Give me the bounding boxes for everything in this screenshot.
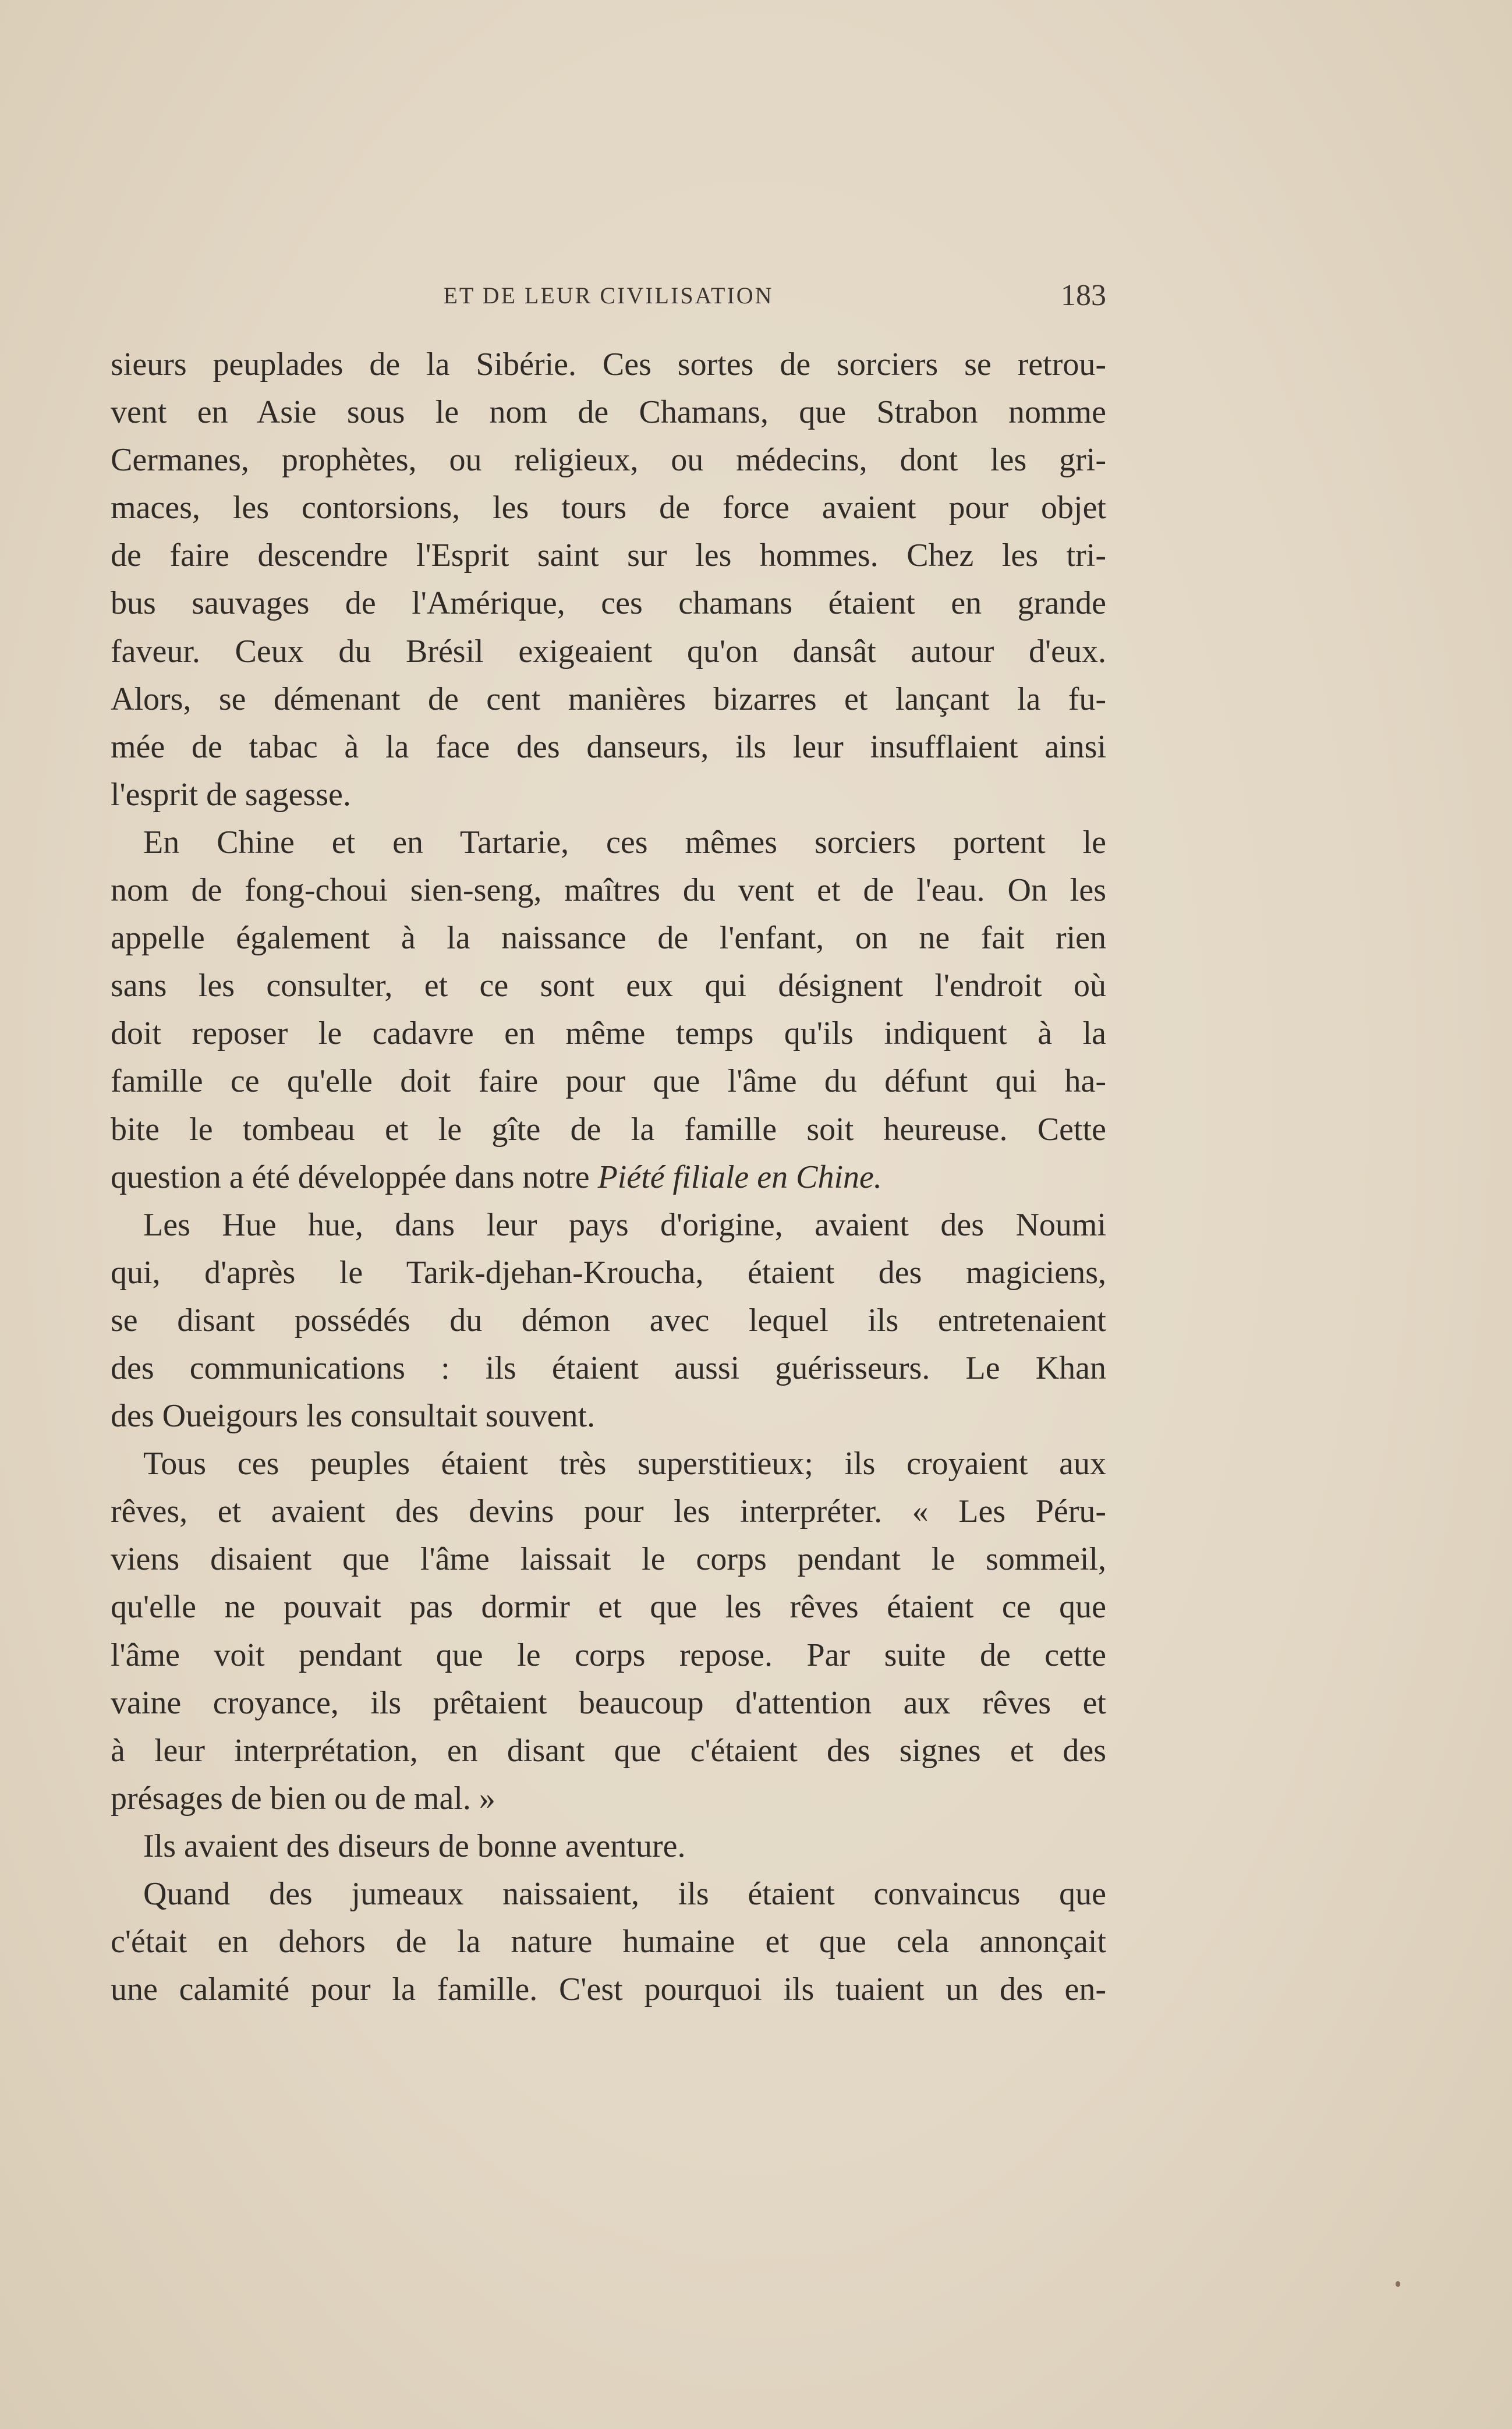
paragraph-start-line: Les Hue hue, dans leur pays d'origine, avaient des Noumi: [143, 1206, 1106, 1243]
text-line: Cermanes, prophètes, ou religieux, ou médecins, dont les gri-: [111, 442, 1106, 479]
text-line-with-title: [111, 1153, 1106, 1201]
text-line: présages de bien ou de mal. »: [111, 1780, 495, 1817]
text-line: se disant possédés du démon avec lequel ils entretenaient: [111, 1302, 1106, 1339]
paragraph-start-line: Quand des jumeaux naissaient, ils étaient convaincus que: [143, 1876, 1106, 1912]
text-line: qui, d'après le Tarik-djehan-Kroucha, étaient des magiciens,: [111, 1254, 1106, 1291]
text-line: maces, les contorsions, les tours de force avaient pour objet: [111, 490, 1106, 526]
text-line: des communications : ils étaient aussi guérisseurs. Le Khan: [111, 1350, 1106, 1386]
text-line: faveur. Ceux du Brésil exigeaient qu'on dansât autour d'eux.: [111, 633, 1106, 670]
page-header: [111, 278, 1106, 313]
body-text: [111, 341, 1106, 2013]
text-line: l'esprit de sagesse.: [111, 776, 351, 813]
paper-speck: [1396, 2281, 1400, 2287]
text-line: bite le tombeau et le gîte de la famille soit heureuse. Cette: [111, 1111, 1106, 1148]
text-line: viens disaient que l'âme laissait le corps pendant le sommeil,: [111, 1541, 1106, 1578]
paragraph-start-line: Ils avaient des diseurs de bonne aventure.: [143, 1828, 686, 1864]
text-line: des Oueigours les consultait souvent.: [111, 1398, 596, 1435]
paragraph-start-line: Tous ces peuples étaient très superstitieux; ils croyaient aux: [143, 1446, 1106, 1482]
text-line: à leur interprétation, en disant que c'étaient des signes et des: [111, 1732, 1106, 1769]
text-line: Alors, se démenant de cent manières bizarres et lançant la fu-: [111, 681, 1106, 717]
text-fragment: question a été développée dans notre: [111, 1159, 598, 1195]
text-line: nom de fong-choui sien-seng, maîtres du vent et de l'eau. On les: [111, 872, 1106, 909]
page-number: 183: [1061, 279, 1106, 312]
text-line: qu'elle ne pouvait pas dormir et que les rêves étaient ce que: [111, 1589, 1106, 1626]
text-line: doit reposer le cadavre en même temps qu'ils indiquent à la: [111, 1015, 1106, 1052]
text-line: une calamité pour la famille. C'est pourquoi ils tuaient un des en-: [111, 1971, 1106, 2008]
text-line: l'âme voit pendant que le corps repose. Par suite de cette: [111, 1637, 1106, 1673]
italic-title: Piété filiale en Chine.: [597, 1159, 882, 1195]
text-line: vaine croyance, ils prêtaient beaucoup d'attention aux rêves et: [111, 1684, 1106, 1721]
paragraph-start-line: En Chine et en Tartarie, ces mêmes sorciers portent le: [143, 824, 1106, 861]
text-line: mée de tabac à la face des danseurs, ils leur insufflaient ainsi: [111, 728, 1106, 765]
running-head: ET DE LEUR CIVILISATION: [443, 282, 774, 309]
text-line: rêves, et avaient des devins pour les interpréter. « Les Péru-: [111, 1493, 1106, 1530]
text-line: de faire descendre l'Esprit saint sur les hommes. Chez les tri-: [111, 537, 1106, 574]
text-line: appelle également à la naissance de l'enfant, on ne fait rien: [111, 920, 1106, 957]
text-line: c'était en dehors de la nature humaine et que cela annonçait: [111, 1924, 1106, 1960]
text-line: famille ce qu'elle doit faire pour que l'âme du défunt qui ha-: [111, 1063, 1106, 1100]
text-line: sieurs peuplades de la Sibérie. Ces sortes de sorciers se retrou-: [111, 346, 1106, 383]
text-line: bus sauvages de l'Amérique, ces chamans étaient en grande: [111, 585, 1106, 622]
text-line: vent en Asie sous le nom de Chamans, que Strabon nomme: [111, 394, 1106, 431]
text-line: sans les consulter, et ce sont eux qui désignent l'endroit où: [111, 968, 1106, 1004]
